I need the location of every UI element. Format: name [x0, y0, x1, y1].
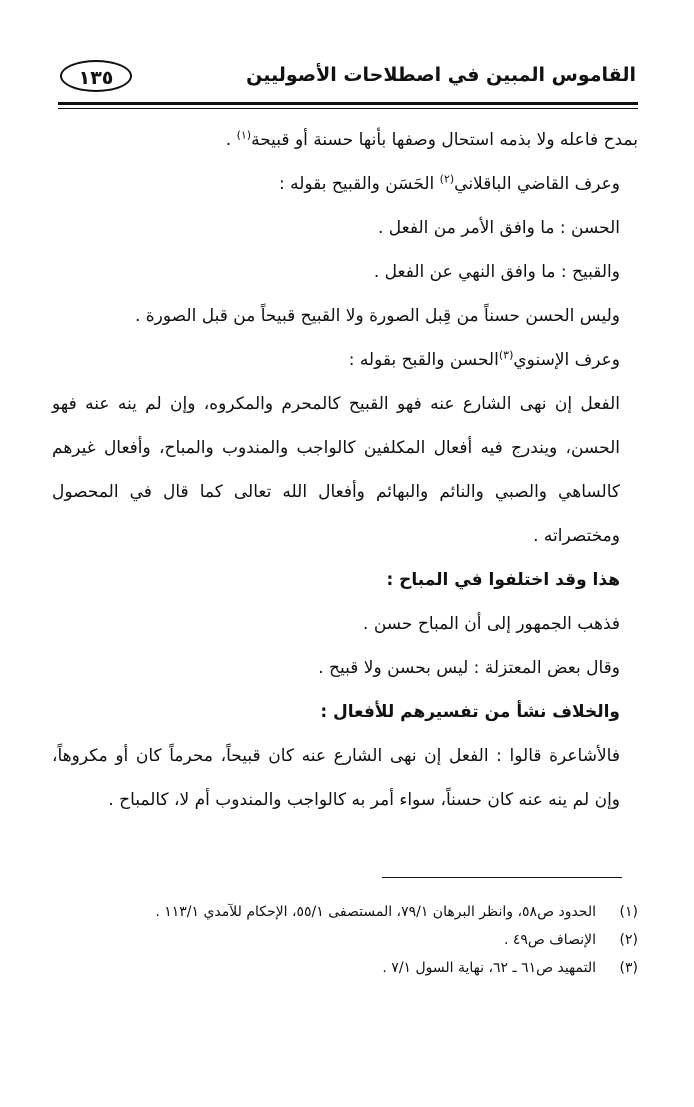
- paragraph-isnawi: [52, 338, 638, 382]
- paragraph-text: بمدح فاعله ولا بذمه استحال وصفها بأنها حسنة أو قبيحة: [251, 130, 638, 150]
- paragraph-fil: الفعل إن نهى الشارع عنه فهو القبيح كالمحرم والمكروه، وإن لم ينه عنه فهو الحسن، ويندرج فيه أفعال المكلفين كالواجب والمندوب والمباح، وأفعال غيرهم كالساهي والصبي والنائم والبهائم وأفعال الله تعالى كما قال في المحصول ومختصراته .: [52, 394, 620, 546]
- main-text: [52, 118, 638, 822]
- paragraph-ashaira: فالأشاعرة قالوا : الفعل إن نهى الشارع عنه كان قبيحاً، محرماً كان أو مكروهاً، وإن لم ينه عنه كان حسناً، سواء أمر به كالواجب والمندوب أم لا، كالمباح .: [52, 746, 620, 810]
- paragraph-mutazila: وقال بعض المعتزلة : ليس بحسن ولا قبيح .: [318, 658, 620, 678]
- header-rule-thin: [58, 108, 638, 109]
- footnote-text: التمهيد ص٦١ ـ ٦٢، نهاية السول ٧/١ .: [382, 960, 596, 976]
- footnote-3: [56, 954, 638, 982]
- footnote-number: (١): [619, 904, 638, 920]
- paragraph-baqillani: [52, 162, 638, 206]
- definition-qabih: والقبيح : ما وافق النهي عن الفعل .: [373, 262, 620, 282]
- paragraph-end: الحسن والقبح بقوله :: [348, 350, 499, 370]
- paragraph-end: .: [225, 130, 232, 150]
- footnote-ref-1: (١): [236, 128, 252, 142]
- footnote-number: (٣): [619, 960, 638, 976]
- footnotes: [56, 898, 638, 982]
- heading-khilaf: والخلاف نشأ من تفسيرهم للأفعال :: [320, 702, 620, 722]
- footnote-separator: [382, 877, 622, 878]
- header-rule-thick: [58, 102, 638, 105]
- paragraph-end: الحَسَن والقبيح بقوله :: [278, 174, 435, 194]
- footnote-text: الإنصاف ص٤٩ .: [503, 932, 596, 948]
- footnote-1: [56, 898, 638, 926]
- paragraph-continuation: [52, 118, 638, 162]
- footnote-2: [56, 926, 638, 954]
- paragraph-text: وعرف الإسنوي: [513, 350, 620, 370]
- heading-mubah: هذا وقد اختلفوا في المباح :: [386, 570, 620, 590]
- paragraph-text: وعرف القاضي الباقلاني: [454, 174, 620, 194]
- running-title: القاموس المبين في اصطلاحات الأصوليين: [246, 64, 636, 86]
- footnote-text: الحدود ص٥٨، وانظر البرهان ٧٩/١، المستصفى ٥٥/١، الإحكام للآمدي ١١٣/١ .: [155, 904, 596, 920]
- footnote-number: (٢): [619, 932, 638, 948]
- footnote-ref-3: (٣): [498, 348, 514, 362]
- page-header: [60, 58, 636, 102]
- paragraph-surah: وليس الحسن حسناً من قِبل الصورة ولا القبيح قبيحاً من قبل الصورة .: [134, 306, 620, 326]
- footnote-ref-2: (٢): [439, 172, 455, 186]
- definition-hasan: الحسن : ما وافق الأمر من الفعل .: [378, 218, 620, 238]
- page-number: ١٣٥: [60, 60, 132, 92]
- paragraph-jumhur: فذهب الجمهور إلى أن المباح حسن .: [363, 614, 620, 634]
